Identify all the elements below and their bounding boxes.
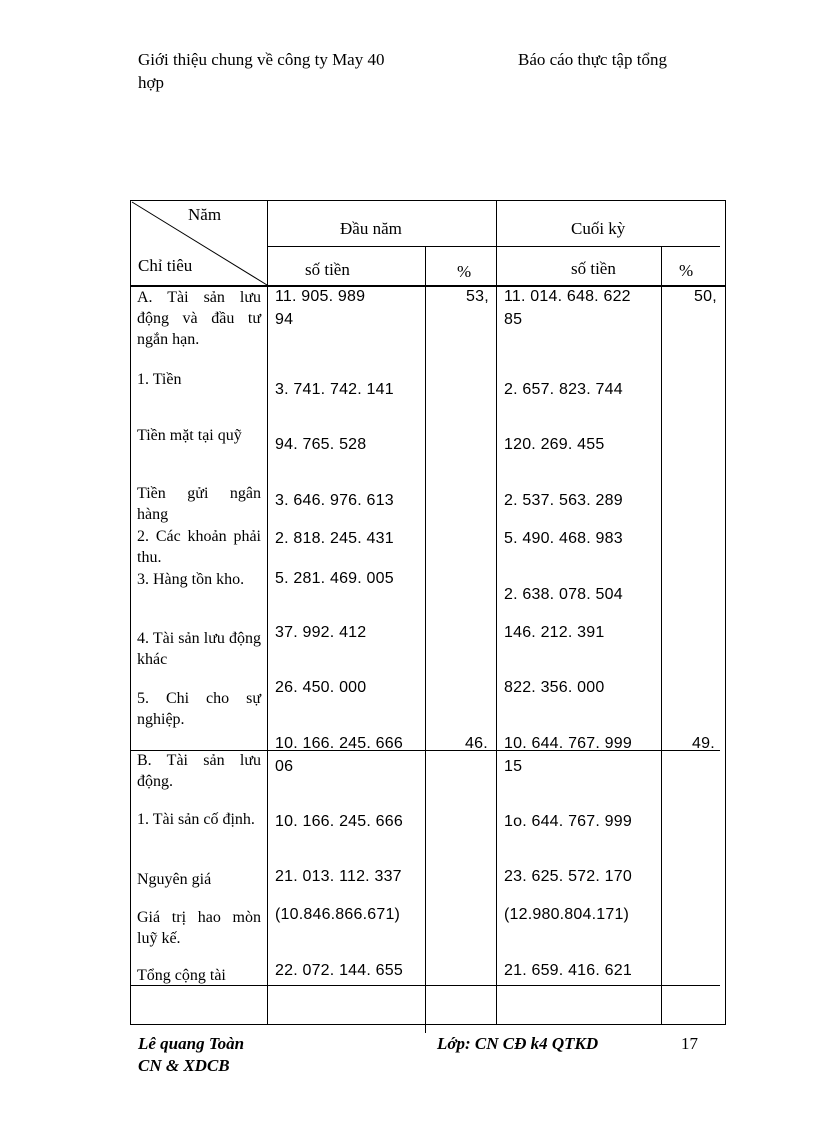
col-header-end: Cuối kỳ — [571, 219, 626, 238]
subheader-start-percent: % — [457, 262, 472, 281]
subheader-end-percent: % — [679, 261, 694, 280]
header-sub-divider — [267, 246, 720, 247]
row-start-amount: 2. 818. 245. 431 — [275, 530, 394, 547]
page-number: 17 — [681, 1034, 698, 1053]
row-end-amount-cont: 15 — [504, 758, 523, 775]
row-end-amount: 21. 659. 416. 621 — [504, 962, 632, 979]
table-border-left — [130, 200, 131, 1025]
row-start-amount-cont: 94 — [275, 311, 294, 328]
row-label-historical-cost: Nguyên giá — [137, 871, 212, 888]
row-end-amount: 5. 490. 468. 983 — [504, 530, 623, 547]
row-end-amount-cont: 85 — [504, 311, 523, 328]
row-end-amount: 11. 014. 648. 622 — [504, 288, 631, 305]
row-end-amount: 1o. 644. 767. 999 — [504, 813, 632, 830]
row-label-receivables: 2. Các khoản phải thu. — [137, 528, 261, 566]
row-start-amount: 10. 166. 245. 666 — [275, 735, 403, 752]
row-start-amount: 94. 765. 528 — [275, 436, 367, 453]
row-label-fixed-assets: 1. Tài sản cố định. — [137, 811, 255, 828]
row-end-percent: 49. — [692, 735, 715, 752]
row-start-amount: 21. 013. 112. 337 — [275, 868, 402, 885]
col-sep-end — [496, 200, 497, 1025]
row-end-amount: 23. 625. 572. 170 — [504, 868, 632, 885]
col-header-start: Đầu năm — [340, 219, 402, 238]
col-sep-label — [267, 200, 268, 1025]
table-border-bottom — [130, 1024, 726, 1025]
footer-author-dept: CN & XDCB — [138, 1056, 230, 1075]
row-label-section-b: B. Tài sản lưu động. — [137, 752, 261, 790]
row-end-amount: 146. 212. 391 — [504, 624, 605, 641]
row-start-amount: 26. 450. 000 — [275, 679, 367, 696]
header-title-right: Báo cáo thực tập tổng — [518, 50, 667, 69]
row-end-amount: 2. 657. 823. 744 — [504, 381, 623, 398]
subheader-start-amount: số tiền — [305, 260, 350, 279]
row-start-amount: 3. 741. 742. 141 — [275, 381, 394, 398]
header-title-wrap: hợp — [138, 73, 164, 92]
row-start-amount: 11. 905. 989 — [275, 288, 366, 305]
subheader-end-amount: số tiền — [571, 259, 616, 278]
row-end-percent: 50, — [694, 288, 717, 305]
row-label-accumulated-depreciation: Giá trị hao mòn luỹ kế. — [137, 909, 261, 947]
row-end-amount: 2. 537. 563. 289 — [504, 492, 623, 509]
row-label-current-assets: A. Tài sản lưu động và đầu tư ngắn hạn. — [137, 289, 261, 348]
row-start-percent: 53, — [466, 288, 489, 305]
row-end-amount: 2. 638. 078. 504 — [504, 586, 623, 603]
row-label-cash-on-hand: Tiền mặt tại quỹ — [137, 427, 242, 444]
row-end-amount: 120. 269. 455 — [504, 436, 605, 453]
footer-class: Lớp: CN CĐ k4 QTKD — [437, 1034, 599, 1053]
row-start-amount: 5. 281. 469. 005 — [275, 570, 394, 587]
row-label-cash: 1. Tiền — [137, 371, 182, 388]
row-start-percent: 46. — [465, 735, 488, 752]
row-start-amount: 22. 072. 144. 655 — [275, 962, 403, 979]
table-border-right — [725, 200, 726, 1025]
footer-author: Lê quang Toàn — [138, 1034, 245, 1053]
corner-indicator-label: Chỉ tiêu — [138, 256, 193, 275]
row-label-bank-deposits: Tiền gửi ngân hàng — [137, 485, 261, 523]
row-end-amount: (12.980.804.171) — [504, 906, 630, 923]
row-end-amount: 10. 644. 767. 999 — [504, 735, 632, 752]
col-sep-start-pct — [425, 247, 426, 1033]
corner-year-label: Năm — [188, 205, 222, 224]
row-start-amount: (10.846.866.671) — [275, 906, 401, 923]
col-sep-end-pct — [661, 247, 662, 1025]
row-start-amount: 10. 166. 245. 666 — [275, 813, 403, 830]
row-start-amount: 3. 646. 976. 613 — [275, 492, 394, 509]
row-start-amount-cont: 06 — [275, 758, 294, 775]
row-label-career-expenses: 5. Chi cho sự nghiệp. — [137, 690, 261, 728]
row-label-total-assets: Tổng cộng tài — [137, 967, 226, 984]
header-title-left: Giới thiệu chung về công ty May 40 — [138, 50, 385, 69]
row-start-amount: 37. 992. 412 — [275, 624, 367, 641]
row-end-amount: 822. 356. 000 — [504, 679, 605, 696]
row-label-inventory: 3. Hàng tồn kho. — [137, 571, 245, 588]
row-label-other-current-assets: 4. Tài sản lưu động khác — [137, 630, 261, 668]
